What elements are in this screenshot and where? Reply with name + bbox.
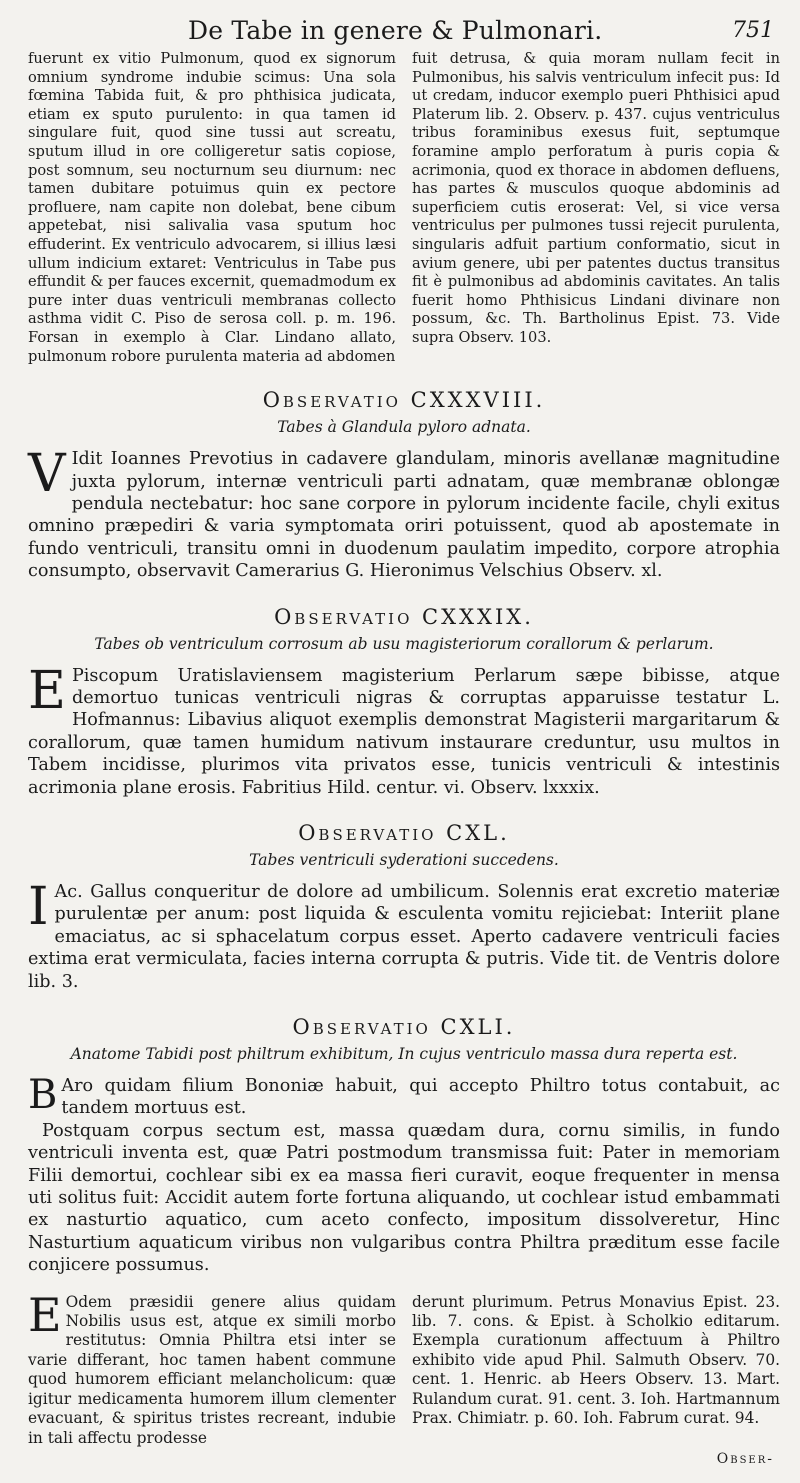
- right-column: [412, 50, 780, 366]
- right-column-text: fuit detrusa, & quia moram nullam fecit in Pulmonibus, his salvis ventriculum infecit pus: Id ut credam, inducor exemplo pueri Phthisici apud Platerum lib. 2. Observ. p. 437. cujus ventriculus tribus foraminibus exesus fuit, septumque foramine amplo perforatum à puris copia & acrimonia, quod ex thorace in abdomen defluens, has partes & musculos quoque abdominis ad superficiem cutis eroserat: Vel, si vice versa ventriculus per pulmones tussi rejecit purulenta, singularis adfuit partium conformatio, sicut in avium genere, ubi per patentes ductus transitus fit è pulmonibus ad abdominis cavitates. An talis fuerit homo Phthisicus Lindani divinare non possum, &c. Th. Bartholinus Epist. 73. Vide supra Observ. 103.: [412, 50, 780, 346]
- observation-141-text-2: Postquam corpus sectum est, massa quædam dura, cornu similis, in fundo ventriculi inventa est, quæ Patri postmodum transmissa fuit: Pater in memoriam Filii demortui, cochlear sibi ex ea massa fieri curavit, eoque frequenter in mensa uti solitus fuit: Accidit autem forte fortuna aliquando, ut cochlear istud embammati ex nasturtio aquatico, cum aceto confecto, impositum dissolveretur, Hinc Nasturtium aquaticum viribus non vulgaribus contra Philtra præditum esse facile conjicere possumus.: [28, 1120, 780, 1276]
- observation-140-title: Observatio CXL.: [298, 820, 510, 845]
- bottom-left-text-wrap: [28, 1287, 396, 1448]
- observation-139-title: Observatio CXXXIX.: [274, 604, 534, 629]
- observation-138-text: Idit Ioannes Prevotius in cadavere glandulam, minoris avellanæ magnitudine juxta pylorum, internæ ventriculi parti adnatam, quæ membranæ oblongæ pendula nectebatur: hoc sane corpore in pylorum incidente facile, chyli exitus omnino præpediri & varia symptomata oriri potuissent, quod ab apostemate in fundo ventriculi, transitu omni in duodenum paulatim impedito, corpore atrophia consumpto, observavit Camerarius G. Hieronimus Velschius Observ. xl.: [28, 449, 780, 582]
- dropcap: I: [28, 876, 49, 937]
- dropcap: B: [28, 1072, 58, 1118]
- dropcap: E: [28, 660, 66, 721]
- running-head: De Tabe in genere & Pulmonari.: [188, 16, 603, 45]
- observation-138-subtitle: Tabes à Glandula pyloro adnata.: [277, 418, 531, 437]
- bottom-two-column-text: [28, 1287, 780, 1448]
- left-column: [28, 50, 396, 366]
- observation-141-body: [28, 1072, 780, 1120]
- observation-140-body: [28, 876, 780, 993]
- page-number: 751: [732, 18, 774, 43]
- observation-139-text: Piscopum Uratislaviensem magisterium Perlarum sæpe bibisse, atque demortuo tunicas ventriculi nigras & corruptas apparuisse testatur L. Hofmannus: Libavius aliquot exemplis demonstrat Magisterii margaritarum & corallorum, quæ tamen humidum nativum instaurare creduntur, usu multos in Tabem incidisse, plurimos vita privatos esse, tunicis ventriculi & intestinis acrimonia plane erosis. Fabritius Hild. centur. vi. Observ. lxxxix.: [28, 665, 780, 798]
- observation-141-text-1: Aro quidam filium Bononiæ habuit, qui accepto Philtro totus contabuit, ac tandem mortuus est.: [61, 1076, 780, 1119]
- book-page: [28, 10, 780, 1475]
- observation-139-body: [28, 660, 780, 799]
- left-column-text: fuerunt ex vitio Pulmonum, quod ex signorum omnium syndrome indubie scimus: Una sola fœmina Tabida fuit, & pro phthisica judicata, etiam ex sputo purulento: in qua tamen id singulare fuit, quod sine tussi aut screatu, sputum illud in ore colligeretur satis copiose, post somnum, seu nocturnum seu diurnum: nec tamen dubitare potuimus quin ex pectore profluere, nam capite non dolebat, bene cibum appetebat, nisi salivalia vasa sputum hoc effuderint. Ex ventriculo advocarem, si illius læsi ullum indicium extaret: Ventriculus in Tabe pus effundit & per fauces excernit, quemadmodum ex pure inter duas ventriculi membranas collecto asthma vidit C. Piso de serosa coll. p. m. 196. Forsan in exemplo à Clar. Lindano allato, pulmonum robore purulenta materia ad abdomen: [28, 50, 396, 365]
- observation-140-subtitle: Tabes ventriculi syderationi succedens.: [249, 850, 559, 869]
- catchword: Obser-: [716, 1451, 774, 1467]
- observation-140-text: Ac. Gallus conqueritur de dolore ad umbilicum. Solennis erat excretio materiæ purulentæ per anum: post liquida & esculenta vomitu rejiciebat: Interiit plane emaciatus, ac si sphacelatum corpus esset. Aperto cadavere ventriculi facies extima erat vermiculata, facies interna corrupta & putris. Vide tit. de Ventris dolore lib. 3.: [28, 881, 780, 992]
- bottom-left-column: [28, 1287, 396, 1448]
- dropcap: V: [28, 444, 66, 505]
- page-header: [28, 10, 780, 50]
- bottom-right-text: derunt plurimum. Petrus Monavius Epist. 23. lib. 7. cons. & Epist. à Scholkio editarum. Exempla curationum affectuum à Philtro exhibito vide apud Phil. Salmuth Observ. 70. cent. 1. Henric. ab Heers Observ. 13. Mart. Rulandum curat. 91. cent. 3. Ioh. Hartmannum Prax. Chimiatr. p. 60. Ioh. Fabrum curat. 94.: [412, 1292, 780, 1428]
- observation-138-body: [28, 444, 780, 582]
- observation-141-title: Observatio CXLI.: [292, 1015, 516, 1039]
- top-two-column-text: [28, 50, 780, 366]
- dropcap: E: [28, 1287, 62, 1342]
- observation-141-subtitle: Anatome Tabidi post philtrum exhibitum, In cujus ventriculo massa dura reperta est.: [70, 1045, 738, 1063]
- bottom-left-text: Odem præsidii genere alius quidam Nobilis usus est, atque ex simili morbo restitutus: Omnia Philtra etsi inter se varie differant, hoc tamen habent commune quod humorem efficiant melancholicum: quæ igitur medicamenta humorem illum clementer evacuant, & spiritus tristes recreant, indubie in tali affectu prodesse: [28, 1292, 396, 1447]
- observation-139-subtitle: Tabes ob ventriculum corrosum ab usu magisteriorum corallorum & perlarum.: [94, 634, 714, 653]
- bottom-right-column: [412, 1293, 780, 1448]
- observation-138-title: Observatio CXXXVIII.: [262, 388, 546, 413]
